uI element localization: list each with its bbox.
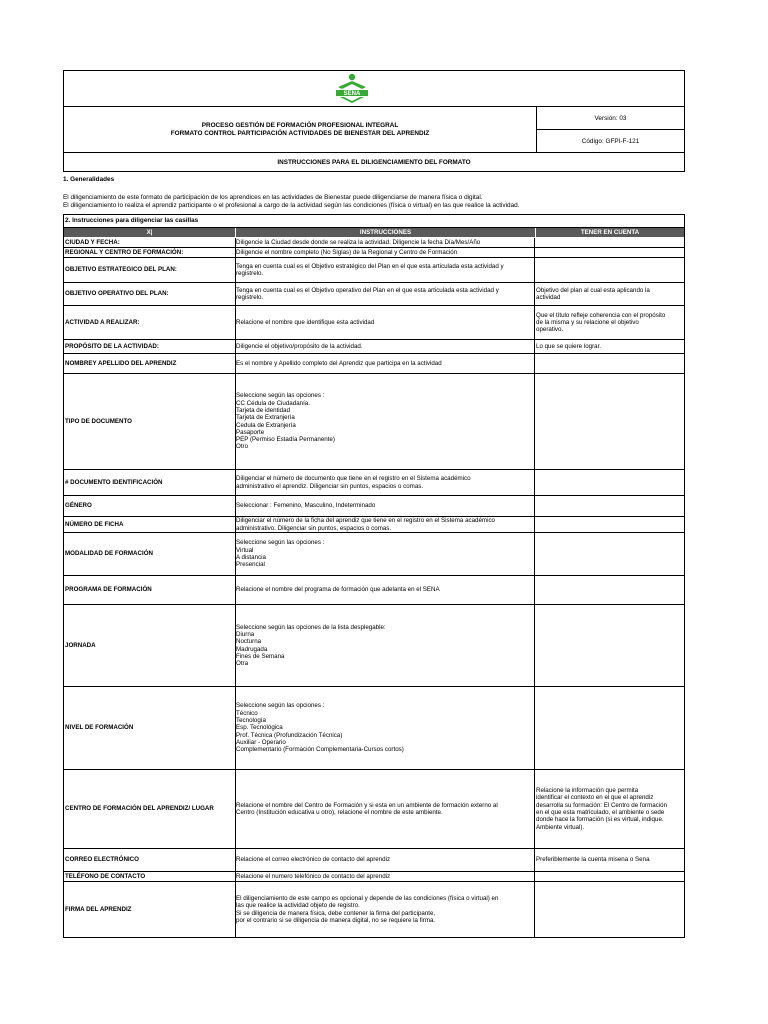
header-box [63,70,685,172]
table-row [64,849,684,872]
table-row [64,517,684,533]
instructions-table [63,214,685,938]
field-note: Relacione la información que permita identificar el contexto en el que el aprendiz desarrolla su formación: El Centro de formación en el que esta matriculado, el ambiente o sede donde hace la formación (si es virtual, indique. Ambiente virtual). [536,787,668,831]
table-row [64,340,684,354]
table-row [64,306,684,340]
field-note: Lo que se quiere lograr. [536,342,602,350]
field-note [536,238,683,247]
table-row [64,770,684,849]
process-title-line1: PROCESO GESTIÓN DE FORMACIÓN PROFESIONAL INTEGRAL [201,121,399,129]
section2-title: 2. Instrucciones para diligenciar las casillas [64,215,685,228]
field-label: TELÉFONO DE CONTACTO [64,872,236,881]
field-note [536,517,683,532]
field-note [536,605,683,686]
field-label: NIVEL DE FORMACIÓN [64,687,236,769]
field-note [536,533,683,575]
section1-title: 1. Generalidades [63,176,115,183]
field-label: NÚMERO DE FICHA [64,517,236,532]
field-label: CORREO ELECTRÓNICO [64,849,236,871]
table-row [64,470,684,496]
code-cell: Código: GFPI-F-121 [581,137,640,145]
field-label: REGIONAL Y CENTRO DE FORMACIÓN: [64,248,236,257]
table-row [64,374,684,470]
table-row [64,258,684,283]
field-instruction: El diligenciamiento de este campo es opcional y depende de las condiciones (física o virtual) en las que realice la actividad objeto de registro. Si se diligencia de manera física, debe contener la firma del participante, por el contrario si se diligencia de manera digital, no se requiere la firma. [236,882,535,937]
field-instruction: Relacione el nombre del Centro de Formación y si esta en un ambiente de formación externo al Centro (Institución educativa u otro), relacione el nombre de este ambiente. [236,770,535,848]
field-instruction: Tenga en cuenta cual es el Objetivo operativo del Plan en el que esta articulada esta actividad y registrelo. [236,283,535,305]
field-label: CIUDAD Y FECHA: [64,238,236,247]
field-label: GÉNERO [64,496,236,516]
field-note [536,576,683,604]
table-row [64,283,684,306]
field-instruction: Relacione el correo electrónico de contacto del aprendiz [236,849,535,871]
field-note [536,687,683,769]
logo-cell [64,71,684,107]
field-instruction: Seleccione según las opciones : Virtual A distancia Presencial [236,533,535,575]
field-instruction: Diligencie el nombre completo (No Siglas) de la Regional y Centro de Formación [236,248,535,257]
field-label: CENTRO DE FORMACIÓN DEL APRENDIZ/ LUGAR [64,770,236,848]
field-label: OBJETIVO ESTRATEGICO DEL PLAN: [64,258,236,282]
field-instruction: Tenga en cuenta cual es el Objetivo estratégico del Plan en el que esta articulada esta actividad y registrelo. [236,258,535,282]
field-note [536,248,683,257]
field-label: PROPÓSITO DE LA ACTIVIDAD: [64,340,236,353]
field-label: FIRMA DEL APRENDIZ [64,882,236,937]
table-row [64,354,684,374]
field-label: PROGRAMA DE FORMACIÓN [64,576,236,604]
version-cell: Versión: 03 [537,107,684,130]
field-instruction: Relacione el numero telefónico de contacto del aprendiz [236,872,535,881]
section1-paragraph-line2: El diligenciamiento lo realiza el aprendiz participante o el profesional a cargo de la actividad según las condiciones (física o virtual) en las que realice la actividad. [63,201,520,209]
field-instruction: Relacione el nombre del programa de formación que adelanta en el SENA [236,576,535,604]
field-label: OBJETIVO OPERATIVO DEL PLAN: [64,283,236,305]
field-note [536,882,683,937]
field-instruction: Diligenciar el número de documento que tiene en el registro en el Sistema académico administrativo el aprendiz. Diligenciar sin puntos, espacios o comas. [236,470,535,495]
section1-paragraph-line1: El diligenciamiento de este formato de participación de los aprendices en las actividades de Bienestar puede diligenciarse de manera física o digital. [63,194,483,201]
table-row [64,248,684,258]
field-note [536,496,683,516]
field-note: Que el título refleje coherencia con el propósito de la misma y su relacione el objetivo operativo. [536,311,666,334]
process-title-line2: FORMATO CONTROL PARTICIPACIÓN ACTIVIDADES DE BIENESTAR DEL APRENDIZ [170,129,430,137]
sena-logo [332,73,372,105]
field-note [536,470,683,495]
field-label: JORNADA [64,605,236,686]
field-label: MODALIDAD DE FORMACIÓN [64,533,236,575]
field-instruction: Diligenciar el número de la ficha del aprendiz que tiene en el registro en el Sistema académico administrativo. Diligenciar sin puntos, espacios o comas. [236,517,535,532]
column-header-notes: TENER EN CUENTA [536,228,684,237]
field-note [536,354,683,373]
field-note [536,374,683,469]
field-instruction: Relacione el nombre que identifique esta actividad [236,306,535,339]
field-instruction: Seleccione según las opciones : CC Cédula de Ciudadanía. Tarjeta de identidad Tarjeta de Extranjería Cedula de Extranjería Pasaporte PEP (Permiso Estadía Permanente) Otro [236,374,535,469]
field-instruction: Seleccione según las opciones : Técnico Tecnología Esp. Tecnológica Prof. Técnica (Profundización Técnica) Auxiliar - Operario Complementario (Formación Complementaria-Cursos cortos) [236,687,535,769]
field-label: NOMBREY APELLIDO DEL APRENDIZ [64,354,236,373]
field-note [536,872,683,881]
field-instruction: Seleccione según las opciones de la lista desplegable: Diurna Nocturna Madrugada Fines de Semana Otra [236,605,535,686]
field-instruction: Diligencie el objetivo/propósito de la actividad. [236,340,535,353]
field-label: # DOCUMENTO IDENTIFICACIÓN [64,470,236,495]
field-instruction: Es el nombre y Apellido completo del Aprendiz que participa en la actividad [236,354,535,373]
table-row [64,496,684,517]
table-row [64,605,684,687]
field-note [536,258,683,282]
table-row [64,882,684,937]
field-instruction: Diligencie la Ciudad desde donde se realiza la actividad. Diligencie la fecha Día/Mes/Año [236,238,535,247]
section1-paragraph [63,194,683,209]
field-label: ACTIVIDAD A REALIZAR: [64,306,236,339]
column-header-instructions: INSTRUCCIONES [236,228,535,237]
field-note: Preferiblemente la cuenta misena o Sena [536,856,650,864]
logo-text: SENA [343,91,361,97]
table-row [64,238,684,248]
field-label: TIPO DE DOCUMENTO [64,374,236,469]
table-row [64,872,684,882]
instructions-title: INSTRUCCIONES PARA EL DILIGENCIAMIENTO DEL FORMATO [64,152,684,172]
column-header-field: X| [64,228,235,237]
field-instruction: Seleccionar : Femenino, Masculino, Indeterminado [236,496,535,516]
process-title-cell [64,107,537,152]
table-row [64,687,684,770]
table-row [64,533,684,576]
field-note: Objetivo del plan al cual esta aplicando la actividad [536,286,650,301]
table-row [64,576,684,605]
